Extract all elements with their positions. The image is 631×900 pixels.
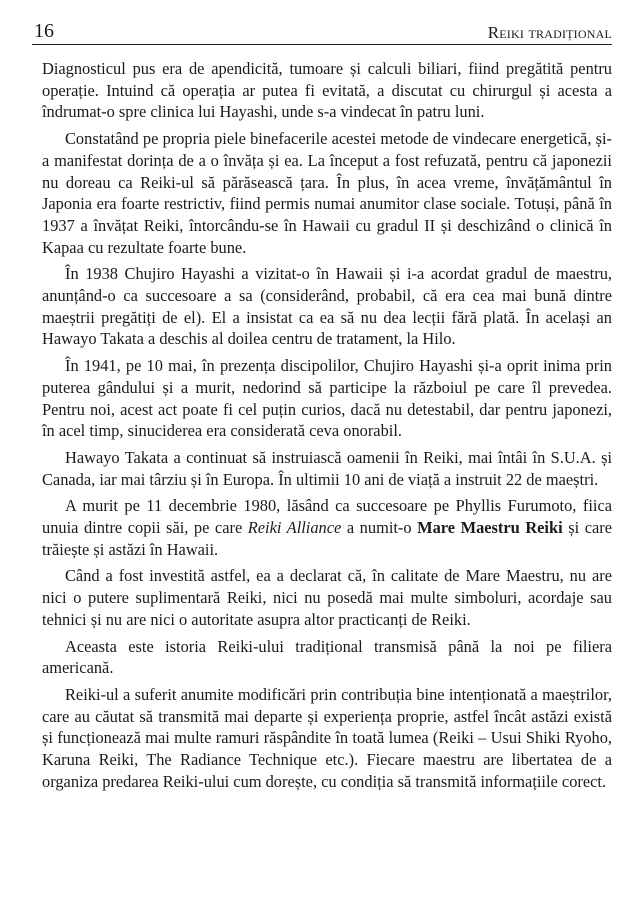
paragraph-6-part-2: a numit-o [341, 518, 418, 538]
body-text [42, 58, 612, 798]
paragraph-6-part-3: și care trăiește și astăzi în Hawaii. [42, 518, 612, 559]
paragraph-2: Constatând pe propria piele binefacerile acestei metode de vindecare energetică, și-a manifestat dorința de a o învăța și ea. La început a fost refuzată, pentru că japonezii nu doreau ca Reiki-ul să părăsească țara. În plus, în acea vreme, învățământul în Japonia era foarte restrictiv, fiind permis numai anumitor clase sociale. Totuși, până în 1937 a învățat Reiki, întorcându-se în Hawaii cu gradul II și deschizând o clinică în Kapaa cu rezultate foarte bune. [42, 129, 612, 257]
running-title: Reiki tradițional [487, 23, 612, 42]
paragraph-9: Reiki-ul a suferit anumite modificări prin contribuția bine intenționată a maeștrilor, care au căutat să transmită mai departe și experiența proprie, astfel încât astăzi există și funcționează mai multe ramuri răspândite în toată lumea (Reiki – Usui Shiki Ryoho, Karuna Reiki, The Radiance Technique etc.). Fiecare maestru are libertatea de a organiza predarea Reiki-ului cum dorește, cu condiția să transmită informațiile corect. [42, 684, 612, 791]
paragraph-3: În 1938 Chujiro Hayashi a vizitat-o în Hawaii și i-a acordat gradul de maestru, anunțând-o ca succesoare a sa (considerând, probabil, că era cea mai bună dintre maeștrii pregătiți de el). El a insistat ca ea să nu dea lecții fără plată. În același an Hawayo Takata a deschis al doilea centru de tratament, la Hilo. [42, 264, 612, 349]
page-number: 16 [34, 20, 54, 42]
organization-name: Reiki Alliance [247, 518, 342, 538]
paragraph-1: Diagnosticul pus era de apendicită, tumoare și calculi biliari, fiind pregătită pentru operație. Intuind că operația ar putea fi evitată, a discutat cu chirurgul și acesta a îndrumat-o spre clinica lui Hayashi, unde s-a vindecat în patru luni. [42, 59, 612, 122]
paragraph-6-part-1: A murit pe 11 decembrie 1980, lăsând ca succesoare pe Phyllis Furumoto, fiica unuia dintre copii săi, pe care [42, 496, 612, 538]
paragraph-6 [42, 495, 612, 560]
paragraph-7: Când a fost investită astfel, ea a declarat că, în calitate de Mare Maestru, nu are nici o putere suplimentară Reiki, nici nu posedă mai multe simboluri, acordaje sau tehnici și nu are nici o autoritate asupra altor practicanți de Reiki. [42, 566, 612, 629]
page-header [32, 14, 612, 45]
paragraph-4: În 1941, pe 10 mai, în prezența discipolilor, Chujiro Hayashi și-a oprit inima prin puterea gândului și a murit, nedorind să participe la războiul pe care îl prevedea. Pentru noi, acest act poate fi cel puțin curios, dacă nu detestabil, dar pentru japonezi, în acel timp, sinuciderea era considerată ceva onorabil. [42, 356, 612, 441]
paragraph-8: Aceasta este istoria Reiki-ului tradițional transmisă până la noi pe filiera americană. [42, 636, 612, 678]
master-title: Mare Maestru Reiki [417, 518, 563, 538]
book-page [32, 14, 612, 889]
paragraph-5: Hawayo Takata a continuat să instruiască oamenii în Reiki, mai întâi în S.U.A. și Canada, iar mai târziu și în Europa. În ultimii 10 ani de viață a instruit 22 de maeștri. [42, 447, 612, 489]
